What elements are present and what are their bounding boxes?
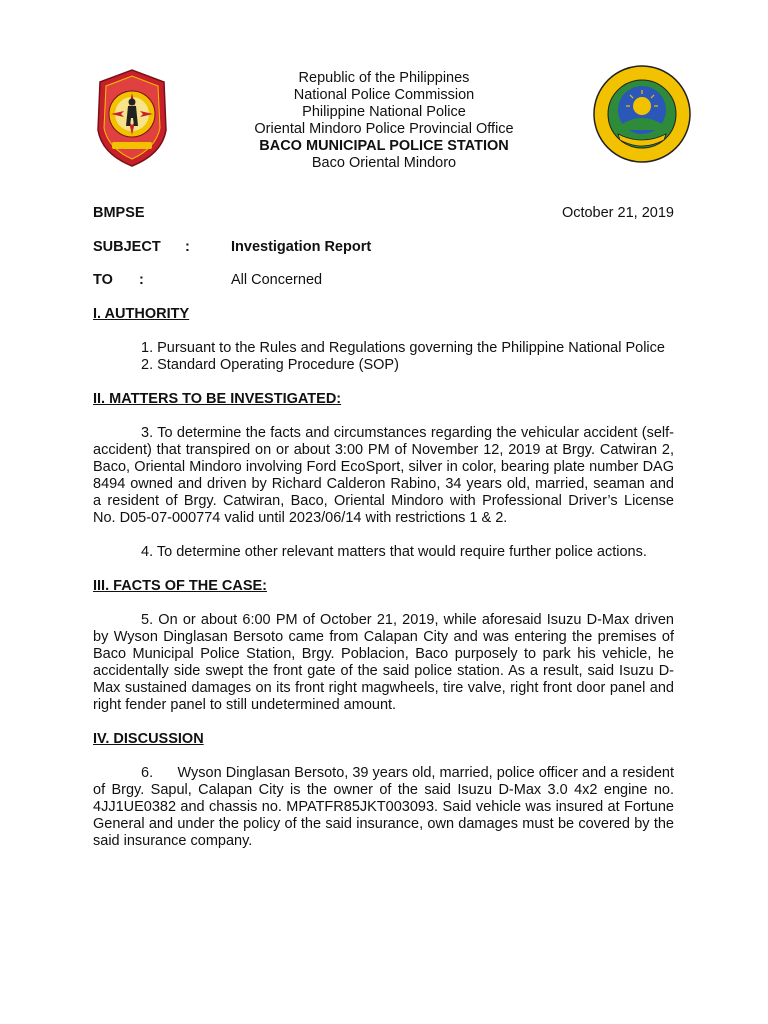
header-provincial-office: Oriental Mindoro Police Provincial Office	[254, 121, 514, 137]
to-row	[93, 272, 674, 289]
paragraph-2: 2. Standard Operating Procedure (SOP)	[141, 357, 399, 373]
memo-reference: BMPSE	[93, 205, 145, 221]
memo-body	[93, 205, 679, 850]
section-matters-title: II. MATTERS TO BE INVESTIGATED:	[93, 391, 342, 407]
subject-row	[93, 239, 674, 256]
paragraph-4: 4. To determine other relevant matters that would require further police actions.	[141, 544, 647, 560]
to-colon: :	[139, 272, 144, 288]
ref-date-row	[93, 205, 674, 222]
section-authority-title: I. AUTHORITY	[93, 306, 190, 322]
header-station: BACO MUNICIPAL POLICE STATION	[259, 138, 509, 154]
paragraph-3: 3. To determine the facts and circumstances regarding the vehicular accident (self-accident) that transpired on or about 3:00 PM of November 12, 2019 at Brgy. Catwiran 2, Baco, Oriental Mindoro involving Ford EcoSport, silver in color, bearing plate number DAG 8494 owned and driven by Richard Calderon Rabino, 34 years old, married, seaman and a resident of Brgy. Catwiran, Baco, Oriental Mindoro with Professional Driver’s License No. D05-07-000774 valid until 2023/06/14 with restrictions 1 & 2.	[93, 425, 674, 526]
paragraph-5: 5. On or about 6:00 PM of October 21, 2019, while aforesaid Isuzu D-Max driven by Wyson Dinglasan Bersoto came from Calapan City and was entering the premises of Baco Municipal Police Station, Brgy. Poblacion, Baco purposely to park his vehicle, he accidentally side swept the front gate of the said police station. As a result, said Isuzu D-Max sustained damages on its front right magwheels, tire valve, right front door panel and right fender panel to still undetermined amount.	[93, 612, 674, 713]
header-pnp: Philippine National Police	[302, 104, 466, 120]
subject-value: Investigation Report	[231, 239, 372, 255]
header-napolcom: National Police Commission	[293, 87, 475, 103]
header-republic: Republic of the Philippines	[298, 70, 470, 86]
memo-date: October 21, 2019	[561, 205, 674, 221]
section-facts-title: III. FACTS OF THE CASE:	[93, 578, 268, 594]
header-location: Baco Oriental Mindoro	[311, 155, 457, 171]
paragraph-6: 6. Wyson Dinglasan Bersoto, 39 years old, married, police officer and a resident of Brgy. Sapul, Calapan City is the owner of the said Isuzu D-Max 3.0 4x2 engine no. 4JJ1UE0382 and chassis no. MPATFR85JKT003093. Said vehicle was insured at Fortune General and under the policy of the said insurance, own damages must be covered by the said insurance company.	[93, 765, 679, 849]
paragraph-1: 1. Pursuant to the Rules and Regulations governing the Philippine National Police	[141, 340, 665, 356]
subject-colon: :	[185, 239, 190, 255]
section-discussion-title: IV. DISCUSSION	[93, 731, 204, 747]
to-label: TO	[93, 272, 113, 288]
subject-label: SUBJECT	[93, 239, 161, 255]
letterhead	[0, 70, 768, 172]
to-value: All Concerned	[231, 272, 323, 288]
